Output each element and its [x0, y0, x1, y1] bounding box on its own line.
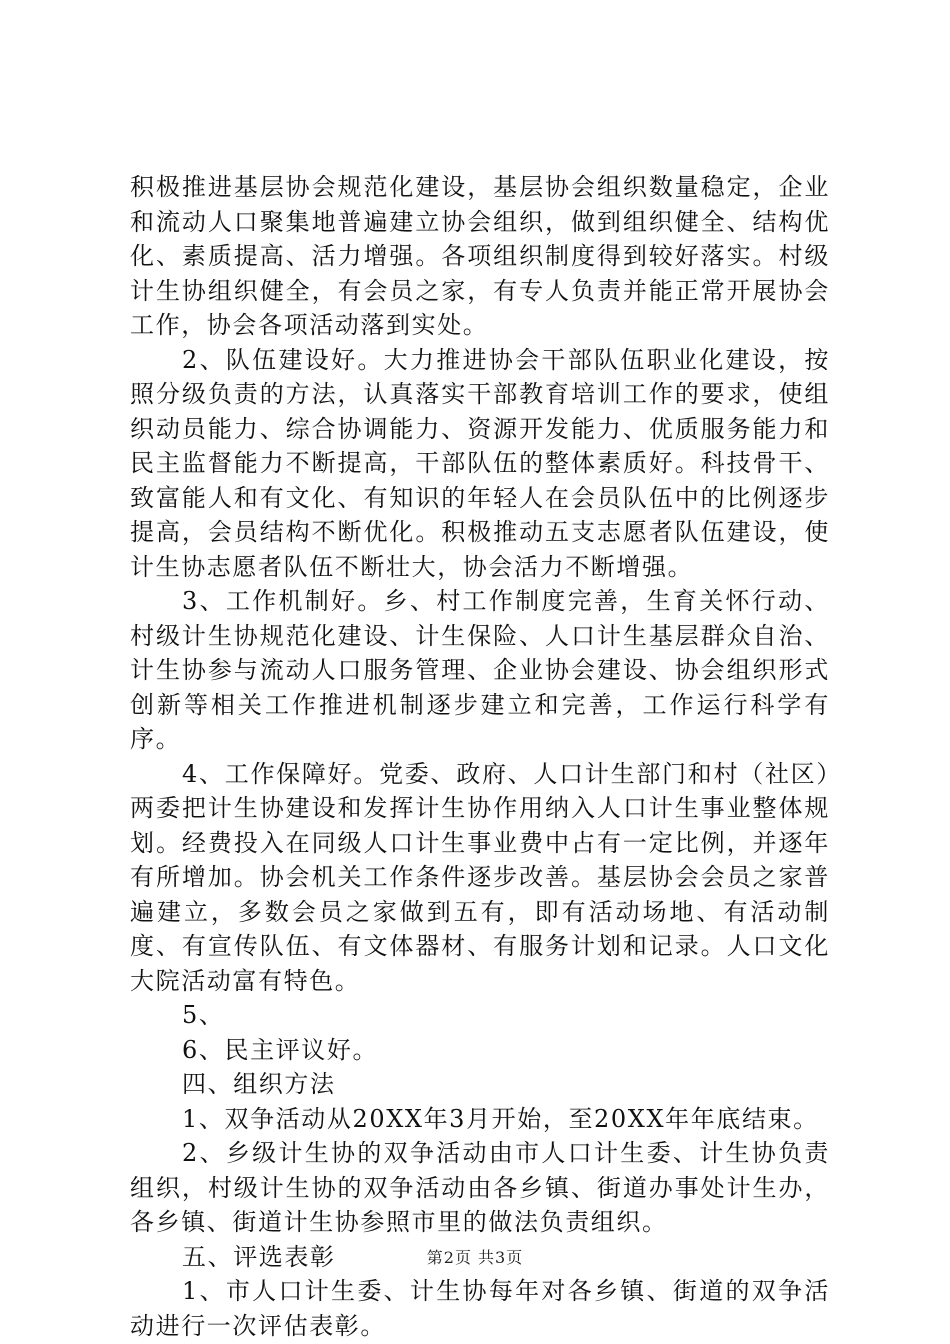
paragraph-organizing-responsibility: 2、乡级计生协的双争活动由市人口计生委、计生协负责组织，村级计生协的双争活动由各乡镇、街道办事处计生办，各乡镇、街道计生协参照市里的做法负责组织。 — [130, 1139, 830, 1236]
paragraph-team-building: 2、队伍建设好。大力推进协会干部队伍职业化建设，按照分级负责的方法，认真落实干部教育培训工作的要求，使组织动员能力、综合协调能力、资源开发能力、优质服务能力和民主监督能力不断提高，干部队伍的整体素质好。科技骨干、致富能人和有文化、有知识的年轻人在会员队伍中的比例逐步提高，会员结构不断优化。积极推动五支志愿者队伍建设，使计生协志愿者队伍不断壮大，协会活力不断增强。 — [130, 345, 830, 581]
paragraph-org-construction: 积极推进基层协会规范化建设，基层协会组织数量稳定，企业和流动人口聚集地普遍建立协会组织，做到组织健全、结构优化、素质提高、活力增强。各项组织制度得到较好落实。村级计生协组织健全，有会员之家，有专人负责并能正常开展协会工作，协会各项活动落到实处。 — [130, 173, 830, 339]
paragraph-annual-evaluation: 1、市人口计生委、计生协每年对各乡镇、街道的双争活动进行一次评估表彰。 — [130, 1277, 830, 1340]
paragraph-activity-period: 1、双争活动从20XX年3月开始，至20XX年年底结束。 — [182, 1104, 819, 1133]
paragraph-democratic-review: 6、民主评议好。 — [182, 1035, 379, 1064]
document-body — [130, 170, 830, 1343]
paragraph-work-guarantee: 4、工作保障好。党委、政府、人口计生部门和村（社区）两委把计生协建设和发挥计生协作用纳入人口计生事业整体规划。经费投入在同级人口计生事业费中占有一定比例，并逐年有所增加。协会机关工作条件逐步改善。基层协会会员之家普遍建立，多数会员之家做到五有，即有活动场地、有活动制度、有宣传队伍、有文体器材、有服务计划和记录。人口文化大院活动富有特色。 — [130, 759, 830, 995]
section-heading-organization-method: 四、组织方法 — [182, 1070, 336, 1098]
section-heading-commendation: 五、评选表彰 — [182, 1242, 336, 1271]
page-number-footer: 第2页 共3页 — [426, 1248, 524, 1267]
paragraph-item-5: 5、 — [182, 1001, 225, 1029]
paragraph-work-mechanism: 3、工作机制好。乡、村工作制度完善，生育关怀行动、村级计生协规范化建设、计生保险、人口计生基层群众自治、计生协参与流动人口服务管理、企业协会建设、协会组织形式创新等相关工作推进机制逐步建立和完善，工作运行科学有序。 — [130, 587, 830, 753]
